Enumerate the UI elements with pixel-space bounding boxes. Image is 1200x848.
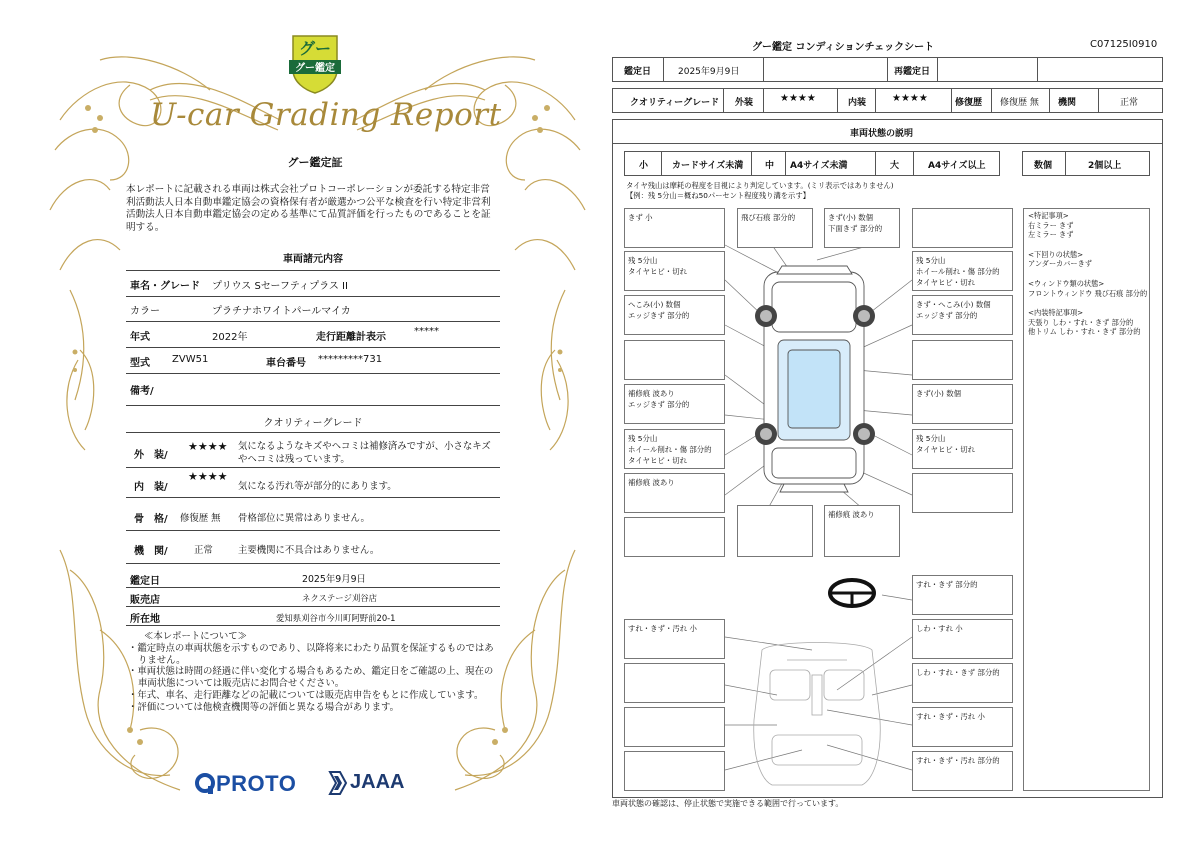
address-value: 愛知県刈谷市今川町阿野前20-1 <box>276 613 396 623</box>
year-value: 2022年 <box>212 332 248 343</box>
mileage-label: 走行距離計表示 <box>316 332 386 343</box>
divider <box>126 270 500 271</box>
interior-stars: ★★★★ <box>188 470 228 483</box>
diagram-box-rear-window <box>737 505 813 557</box>
proto-logo: PROTO <box>216 771 297 796</box>
date-value: 2025年9月9日 <box>302 574 366 585</box>
diagram-box-left-quarter: 補修痕 波あり <box>624 473 725 513</box>
diagram-box-interior-dash: しわ・すれ 小 <box>912 619 1013 659</box>
goo-kantei-badge-logo <box>287 30 343 94</box>
sheet-footer: 車両状態の確認は、停止状態で実施できる範囲で行っています。 <box>612 799 844 808</box>
interior-label: 内 装/ <box>134 482 168 493</box>
diagram-box-steering: すれ・きず 部分的 <box>912 575 1013 615</box>
chassis-value: *********731 <box>318 354 383 365</box>
diagram-box-left-rear-door: 補修痕 波あり エッジきず 部分的 <box>624 384 725 424</box>
shop-value: ネクステージ刈谷店 <box>302 593 377 603</box>
diagram-box-interior-rear-left <box>624 751 725 791</box>
frame-text: 骨格部位に異常はありません。 <box>238 513 370 524</box>
name-label: 車名・グレード <box>130 281 200 292</box>
diagram-box-interior-left-seat <box>624 663 725 703</box>
repair-value: 修復歴 無 <box>1000 98 1039 108</box>
report-title: U-car Grading Report <box>150 97 502 133</box>
note-item: ・評価については他検査機関等の評価と異なる場合があります。 <box>128 701 399 713</box>
model-value: ZVW51 <box>172 354 209 365</box>
divider <box>126 321 500 322</box>
diagram-box-tire-fr: 残 5分山 ホイール削れ・傷 部分的 タイヤヒビ・切れ <box>912 251 1013 291</box>
color-label: カラー <box>130 306 160 317</box>
divider <box>126 373 500 374</box>
engine-label: 機関 <box>1058 98 1077 108</box>
exterior-stars: ★★★★ <box>188 440 228 453</box>
certificate-intro: 本レポートに記載される車両は株式会社プロトコーポレーションが委託する特定非営利活動法人日本自動車鑑定協会の資格保有者が厳選かつ公平な検査を行い特定非営利活動法人日本自動車鑑定協会の定める基準にて品質評価を行ったものであることを証明する。 <box>126 184 491 233</box>
name-value: プリウス Sセーフティプラス II <box>212 281 348 292</box>
divider <box>126 432 500 433</box>
year-label: 年式 <box>130 332 150 343</box>
size-mid-value: A4サイズ未満 <box>790 161 848 171</box>
diagram-box-right-rear-door: きず(小) 数個 <box>912 384 1013 424</box>
frame-value: 修復歴 無 <box>180 513 221 524</box>
engine-value: 正常 <box>194 545 213 556</box>
diagram-box-interior-left-trim <box>624 707 725 747</box>
date-value: 2025年9月9日 <box>678 67 740 77</box>
diagram-box-left-front-door <box>624 340 725 380</box>
jaaa-logo-icon <box>328 770 348 796</box>
diagram-box-interior-rear-seat: すれ・きず・汚れ 部分的 <box>912 751 1013 791</box>
diagram-box-rear-left <box>624 517 725 557</box>
diagram-box-interior-right-seat: しわ・すれ・きず 部分的 <box>912 663 1013 703</box>
exterior-text: 気になるようなキズやヘコミは補修済みですが、小さなキズやヘコミは残っています。 <box>238 441 491 465</box>
divider <box>126 296 500 297</box>
frame-label: 骨 格/ <box>134 514 168 525</box>
note-item: ・鑑定時点の車両状態を示すものであり、以降将来にわたり品質を保証するものではありません。 <box>128 642 494 666</box>
address-label: 所在地 <box>130 614 160 625</box>
interior-label: 内装 <box>848 98 867 108</box>
size-large-value: A4サイズ以上 <box>928 161 986 171</box>
exterior-label: 外 装/ <box>134 450 168 461</box>
diagram-box-right-quarter <box>912 473 1013 513</box>
sheet-title: グー鑑定 コンディションチェックシート <box>752 42 935 53</box>
size-large-label: 大 <box>890 161 900 171</box>
divider <box>126 467 500 468</box>
diagram-box-front-bumper: きず(小) 数個 下面きず 部分的 <box>824 208 900 248</box>
tire-note-example: 【例：残 5分山＝概ね50パーセント程度残り溝を示す】 <box>626 191 810 200</box>
count-label: 数個 <box>1034 161 1053 171</box>
engine-text: 主要機関に不具合はありません。 <box>238 545 380 556</box>
exterior-stars: ★★★★ <box>780 93 816 104</box>
color-value: プラチナホワイトパールマイカ <box>212 306 351 317</box>
divider <box>126 625 500 626</box>
diagram-box-front-windshield: 飛び石痕 部分的 <box>737 208 813 248</box>
diagram-box-right-front-door <box>912 340 1013 380</box>
diagram-box-tire-rl: 残 5分山 ホイール削れ・傷 部分的 タイヤヒビ・切れ <box>624 429 725 469</box>
repair-label: 修復歴 <box>955 98 983 108</box>
diagram-box-interior-right-trim: すれ・きず・汚れ 小 <box>912 707 1013 747</box>
state-heading: 車両状態の説明 <box>850 129 914 139</box>
diagram-box-right-fender: きず・へこみ(小) 数個 エッジきず 部分的 <box>912 295 1013 335</box>
engine-label: 機 関/ <box>134 546 168 557</box>
spec-heading: 車両諸元内容 <box>283 254 343 265</box>
divider <box>126 530 500 531</box>
tire-note: タイヤ残山は摩耗の程度を目視により判定しています。(ミリ表示ではありません) <box>626 181 894 190</box>
size-small-value: カードサイズ未満 <box>672 161 744 171</box>
diagram-box-tire-fl: 残 5分山 タイヤヒビ・切れ <box>624 251 725 291</box>
mileage-value: ***** <box>414 326 439 337</box>
jaaa-logo: JAAA <box>350 771 405 793</box>
steering-wheel-icon <box>830 580 874 606</box>
divider <box>126 405 500 406</box>
interior-stars: ★★★★ <box>892 93 928 104</box>
divider <box>126 563 500 564</box>
svg-text:グー: グー <box>298 39 332 58</box>
interior-diagram <box>754 643 881 786</box>
regrade-label: 再鑑定日 <box>894 67 931 77</box>
divider <box>126 587 500 588</box>
quality-label: クオリティーグレード <box>630 98 720 108</box>
diagram-box-tire-rr: 残 5分山 タイヤヒビ・切れ <box>912 429 1013 469</box>
proto-logo-icon <box>194 772 216 796</box>
note-item: ・車両状態は時間の経過に伴い変化する場合もあるため、鑑定日をご確認の上、現在の車両状態については販売店にお問合せください。 <box>128 666 494 690</box>
svg-text:グー鑑定: グー鑑定 <box>295 63 335 74</box>
model-label: 型式 <box>130 358 150 369</box>
date-label: 鑑定日 <box>624 67 652 77</box>
divider <box>126 347 500 348</box>
count-value: 2個以上 <box>1088 161 1122 171</box>
diagram-box-left-fender: へこみ(小) 数個 エッジきず 部分的 <box>624 295 725 335</box>
note-item: ・年式、車名、走行距離などの記載については販売店申告をもとに作成しています。 <box>128 689 484 701</box>
notes-heading: ≪本レポートについて≫ <box>144 631 247 642</box>
diagram-box-front-left: きず 小 <box>624 208 725 248</box>
divider <box>126 606 500 607</box>
shop-label: 販売店 <box>130 595 160 606</box>
exterior-label: 外装 <box>735 98 754 108</box>
engine-value: 正常 <box>1120 98 1139 108</box>
quality-heading: クオリティーグレード <box>263 418 363 429</box>
chassis-label: 車台番号 <box>266 358 306 369</box>
interior-text: 気になる汚れ等が部分的にあります。 <box>238 481 397 492</box>
divider <box>126 497 500 498</box>
diagram-box-rear-bumper: 補修痕 波あり <box>824 505 900 557</box>
size-small-label: 小 <box>639 161 649 171</box>
report-notes <box>126 631 496 714</box>
sheet-code: C07125I0910 <box>1090 39 1158 50</box>
diagram-box-front-right <box>912 208 1013 248</box>
size-mid-label: 中 <box>765 161 775 171</box>
date-label: 鑑定日 <box>130 576 160 587</box>
special-notes-panel: <特記事項> 右ミラー きず 左ミラー きず <下回りの状態> アンダーカバーきず <ウィンドウ類の状態> フロントウィンドウ 飛び石痕 部分的 <内装特記事項> 天張り しわ・すれ・きず 部分的 他トリム しわ・すれ・きず 部分的 <box>1023 208 1150 791</box>
certificate-heading: グー鑑定証 <box>287 156 343 169</box>
diagram-box-interior-ceiling: すれ・きず・汚れ 小 <box>624 619 725 659</box>
remarks-label: 備考/ <box>130 386 154 397</box>
